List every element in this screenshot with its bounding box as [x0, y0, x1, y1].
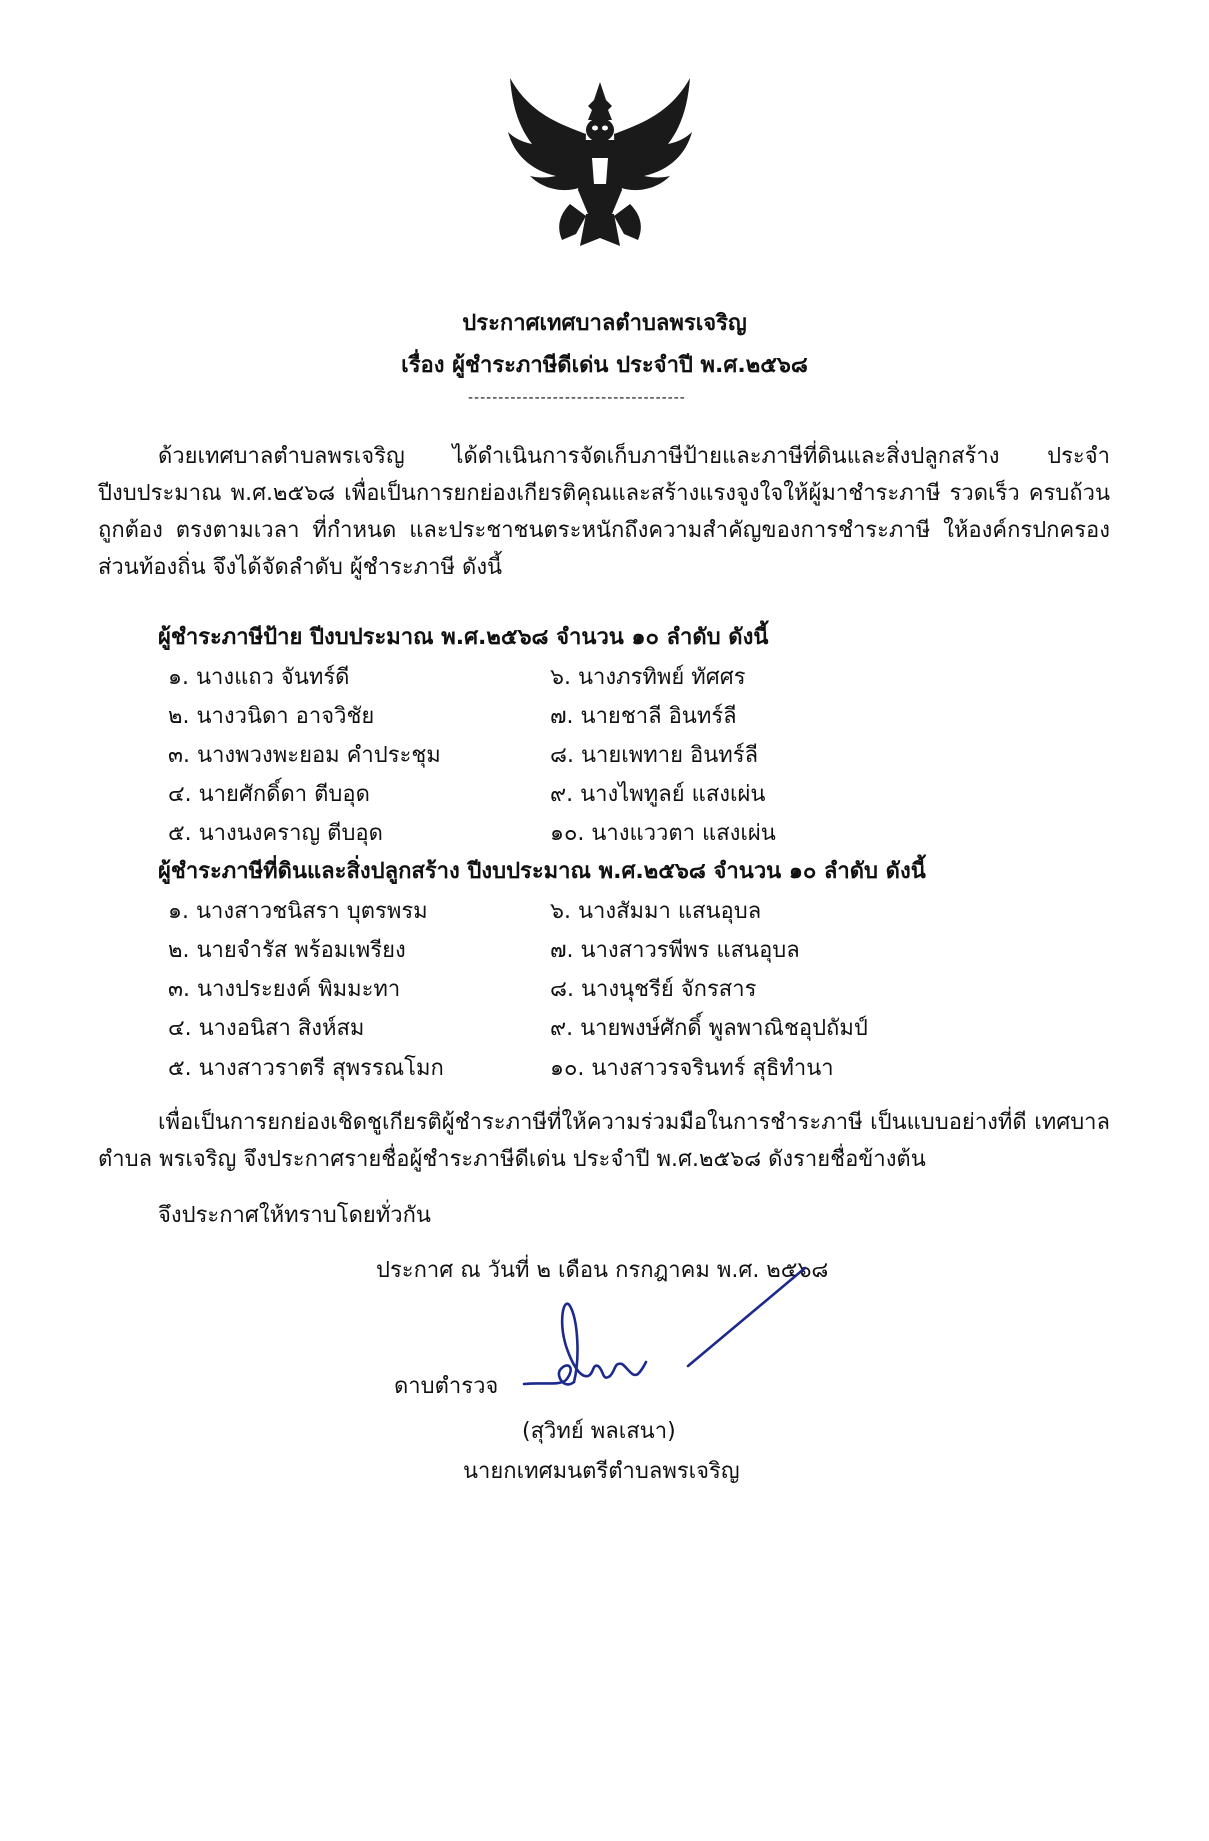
- list-item: ๕. นางนงคราญ ตีบอุด: [168, 821, 383, 846]
- list-item: ๔. นายศักดิ์ดา ตีบอุด: [168, 782, 370, 807]
- list-item: ๓. นางประยงค์ พิมมะทา: [168, 977, 401, 1002]
- signer-rank: ดาบตำรวจ: [394, 1374, 499, 1399]
- section-heading-land-tax: ผู้ชำระภาษีที่ดินและสิ่งปลูกสร้าง ปีงบประมาณ พ.ศ.๒๕๖๘ จำนวน ๑๐ ลำดับ ดังนี้: [158, 859, 926, 884]
- section-heading-sign-tax: ผู้ชำระภาษีป้าย ปีงบประมาณ พ.ศ.๒๕๖๘ จำนวน ๑๐ ลำดับ ดังนี้: [158, 625, 769, 650]
- list-item: ๘. นายเพทาย อินทร์ลี: [550, 743, 759, 768]
- document-title: ประกาศเทศบาลตำบลพรเจริญ: [462, 311, 747, 336]
- document-subject: เรื่อง ผู้ชำระภาษีดีเด่น ประจำปี พ.ศ.๒๕๖๘: [401, 353, 808, 378]
- list-item: ๑. นางแถว จันทร์ดี: [168, 665, 350, 690]
- list-item: ๔. นางอนิสา สิงห์สม: [168, 1016, 365, 1041]
- list-item: ๕. นางสาวราตรี สุพรรณโมก: [168, 1056, 444, 1081]
- signer-position: นายกเทศมนตรีตำบลพรเจริญ: [463, 1459, 740, 1484]
- list-item: ๒. นางวนิดา อาจวิชัย: [168, 704, 375, 729]
- list-item: ๘. นางนุชรีย์ จักรสาร: [550, 977, 757, 1002]
- list-item: ๑. นางสาวชนิสรา บุตรพรม: [168, 899, 428, 924]
- list-item: ๗. นางสาวรพีพร แสนอุบล: [550, 938, 800, 963]
- closing-paragraph: [98, 1104, 1110, 1178]
- list-item: ๖. นางภรทิพย์ ทัศศร: [550, 665, 746, 690]
- signer-name: (สุวิทย์ พลเสนา): [522, 1419, 676, 1444]
- list-item: ๒. นายจำรัส พร้อมเพรียง: [168, 938, 406, 963]
- list-item: ๑๐. นางสาวรจรินทร์ สุธิทำนา: [550, 1056, 834, 1081]
- intro-text: ด้วยเทศบาลตำบลพรเจริญ ได้ดำเนินการจัดเก็บภาษีป้ายและภาษีที่ดินและสิ่งปลูกสร้าง ประจำปีงบประมาณ พ.ศ.๒๕๖๘ เพื่อเป็นการยกย่องเกียรติคุณและสร้างแรงจูงใจให้ผู้มาชำระภาษี รวดเร็ว ครบถ้วน ถูกต้อง ตรงตามเวลา ที่กำหนด และประชาชนตระหนักถึงความสำคัญของการชำระภาษี ให้องค์กรปกครองส่วนท้องถิ่น จึงได้จัดลำดับ ผู้ชำระภาษี ดังนี้: [98, 444, 1110, 580]
- intro-paragraph: [98, 438, 1110, 586]
- list-item: ๙. นายพงษ์ศักดิ์ พูลพาณิชอุปถัมป์: [550, 1016, 868, 1041]
- list-item: ๗. นายชาลี อินทร์ลี: [550, 704, 737, 729]
- list-item: ๓. นางพวงพะยอม คำประชุม: [168, 743, 441, 768]
- list-item: ๑๐. นางแววตา แสงเผ่น: [550, 821, 776, 846]
- garuda-emblem-icon: [500, 74, 700, 254]
- closing-text: เพื่อเป็นการยกย่องเชิดชูเกียรติผู้ชำระภาษีที่ให้ความร่วมมือในการชำระภาษี เป็นแบบอย่างที่ดี เทศบาลตำบล พรเจริญ จึงประกาศรายชื่อผู้ชำระภาษีดีเด่น ประจำปี พ.ศ.๒๕๖๘ ดังรายชื่อข้างต้น: [98, 1110, 1110, 1172]
- separator-dashes: ------------------------------------: [468, 390, 686, 406]
- handwritten-signature: [520, 1262, 810, 1414]
- list-item: ๙. นางไพทูลย์ แสงเผ่น: [550, 782, 766, 807]
- announcement-date: ประกาศ ณ วันที่ ๒ เดือน กรกฎาคม พ.ศ. ๒๕๖๘: [376, 1258, 829, 1283]
- announce-line: จึงประกาศให้ทราบโดยทั่วกัน: [158, 1203, 431, 1228]
- list-item: ๖. นางสัมมา แสนอุบล: [550, 899, 762, 924]
